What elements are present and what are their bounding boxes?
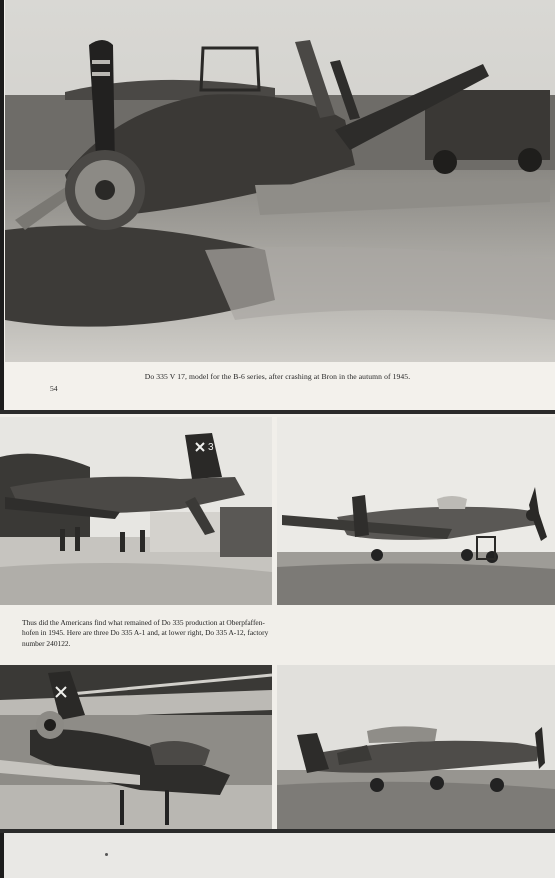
page-middle <box>0 414 555 829</box>
photo-top-right <box>277 417 555 605</box>
page-speck <box>105 853 108 856</box>
page-number: 54 <box>50 384 58 393</box>
page-edge <box>0 0 4 410</box>
photo-top-left <box>0 417 272 605</box>
page-edge <box>0 833 4 878</box>
photo-caption <box>22 618 307 649</box>
caption-line: Thus did the Americans find what remained of Do 335 production at Oberpfaffen- <box>22 618 265 627</box>
page-top <box>0 0 555 410</box>
page-bottom <box>0 833 555 878</box>
photo-bottom-left <box>0 665 272 829</box>
tail-number: 3 <box>208 442 214 453</box>
crashed-aircraft-photo <box>5 0 555 362</box>
caption-line: number 240122. <box>22 638 71 648</box>
caption-line: hofen in 1945. Here are three Do 335 A-1 and, at lower right, Do 335 A-12, factory <box>22 628 269 638</box>
photo-bottom-right <box>277 665 555 829</box>
photo-caption: Do 335 V 17, model for the B-6 series, after crashing at Bron in the autumn of 1945. <box>144 372 411 381</box>
